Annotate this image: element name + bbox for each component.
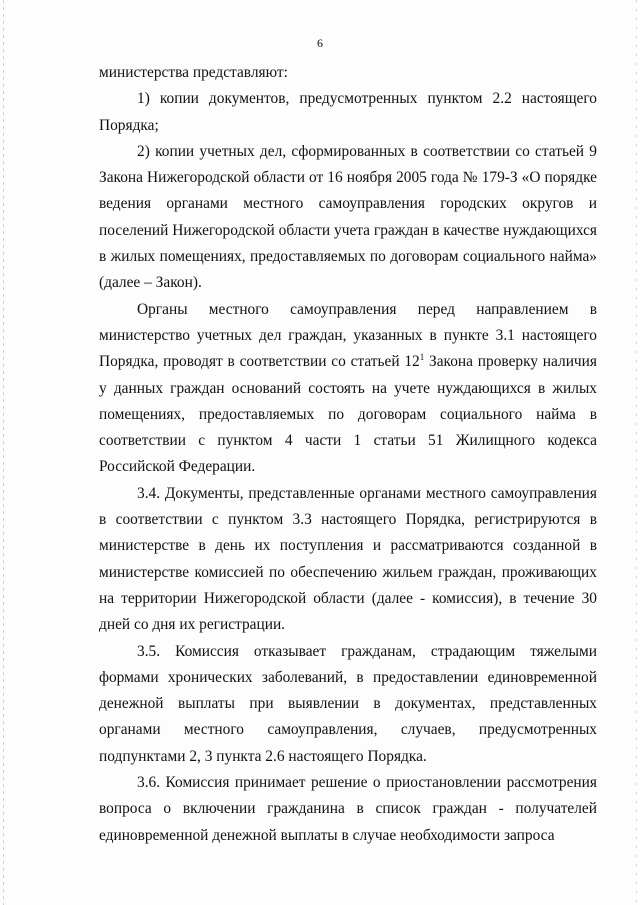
document-body [99,60,597,849]
scan-edge-right [636,0,637,905]
paragraph-item-2: 2) копии учетных дел, сформированных в соответствии со статьей 9 Закона Нижегородской области от 16 ноября 2005 года № 179-З «О порядке ведения органами местного самоуправления городских округов и поселений Нижегородской области учета граждан в качестве нуждающихся в жилых помещениях, предоставляемых по договорам социального найма» (далее – Закон). [99,142,597,292]
paragraph-intro: министерства представляют: [99,64,288,81]
paragraph-section-3-4: 3.4. Документы, представленные органами местного самоуправления в соответствии с пунктом 3.3 настоящего Порядка, регистрируются в министерстве в день их поступления и рассматриваются созданной в министерстве комиссией по обеспечению жильем граждан, проживающих на территории Нижегородской области (далее - комиссия), в течение 30 дней со дня их регистрации. [99,484,597,634]
paragraph-section-3-5: 3.5. Комиссия отказывает гражданам, страдающим тяжелыми формами хронических заболеваний, в предоставлении единовременной денежной выплаты при выявлении в документах, представленных органами местного самоуправления, случаев, предусмотренных подпунктами 2, 3 пункта 2.6 настоящего Порядка. [99,642,597,765]
superscript-article-number: 1 [419,352,425,363]
paragraph-verification [99,297,597,481]
paragraph-section-3-6: 3.6. Комиссия принимает решение о приостановлении рассмотрения вопроса о включении гражданина в список граждан - получателей единовременной денежной выплаты в случае необходимости запроса [99,774,597,844]
scan-edge-left [3,0,4,905]
paragraph-verification-text-end: Закона проверку наличия у данных граждан оснований состоять на учете нуждающихся в жилых помещениях, предоставляемых по договорам социального найма в соответствии с пунктом 4 части 1 статьи 51 Жилищного кодекса Российской Федерации. [99,353,597,476]
paragraph-verification-text-start: Органы местного самоуправления перед направлением в министерство учетных дел граждан, указанных в пункте 3.1 настоящего Порядка, проводят в соответствии со статьей 12 [99,300,597,371]
paragraph-item-1: 1) копии документов, предусмотренных пунктом 2.2 настоящего Порядка; [99,90,597,134]
page-number: 6 [317,36,323,50]
